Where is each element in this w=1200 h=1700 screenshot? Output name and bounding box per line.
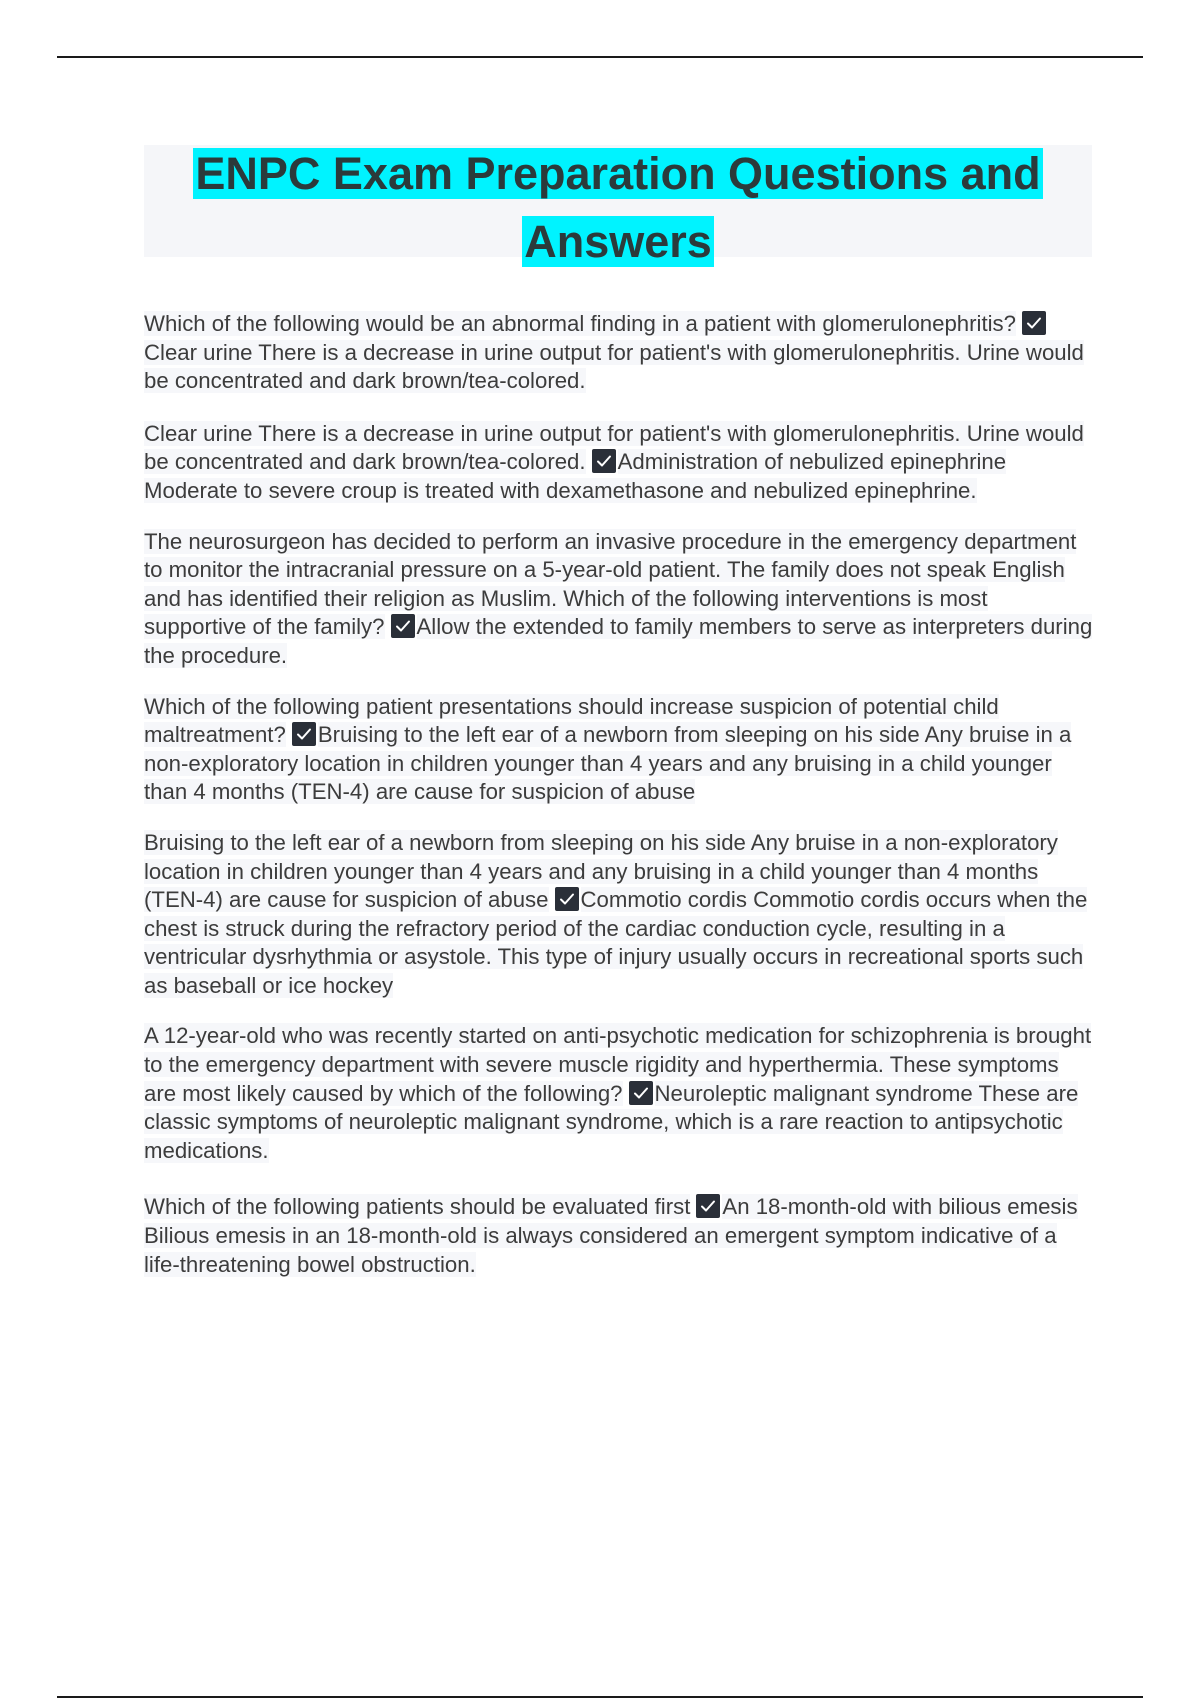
qa-item (144, 1022, 1094, 1165)
qa-item (144, 829, 1094, 1001)
top-rule (57, 56, 1143, 58)
qa-item (144, 420, 1094, 506)
answer-text: Commotio cordis Commotio cordis occurs when the chest is struck during the refractory period of the cardiac conduction cycle, resulting in a ventricular dysrhythmia or asystole. This type of injury usually occurs in recreational sports such as baseball or ice hockey (144, 887, 1088, 998)
question-text: Bruising to the left ear of a newborn from sleeping on his side Any bruise in a non-exploratory location in children younger than 4 years and any bruising in a child younger than 4 months (TEN-4) are cause for suspicion of abuse (144, 829, 1058, 913)
check-box-icon (555, 887, 579, 911)
question-text: A 12-year-old who was recently started on anti-psychotic medication for schizophrenia is brought to the emergency department with severe muscle rigidity and hyperthermia. These symptoms are most likely caused by which of the following? (144, 1023, 1092, 1106)
answer-text: Neuroleptic malignant syndrome These are classic symptoms of neuroleptic malignant syndrome, which is a rare reaction to antipsychotic medications. (144, 1080, 1079, 1163)
check-box-icon (292, 722, 316, 746)
qa-list (144, 310, 1094, 1304)
qa-item (144, 693, 1094, 807)
check-box-icon (1022, 311, 1046, 335)
check-box-icon (696, 1194, 720, 1218)
question-text: Which of the following would be an abnormal finding in a patient with glomerulonephritis? (144, 311, 1016, 336)
check-box-icon (391, 614, 415, 638)
answer-text: Bruising to the left ear of a newborn from sleeping on his side Any bruise in a non-exploratory location in children younger than 4 years and any bruising in a child younger than 4 months (TEN-4) are cause for suspicion of abuse (144, 722, 1072, 805)
answer-text: An 18-month-old with bilious emesis Bilious emesis in an 18-month-old is always considered an emergent symptom indicative of a life-threatening bowel obstruction. (144, 1194, 1078, 1277)
answer-text: Administration of nebulized epinephrine Moderate to severe croup is treated with dexamethasone and nebulized epinephrine. (144, 449, 1007, 503)
question-text: Which of the following patients should be evaluated first (144, 1194, 691, 1220)
qa-item (144, 310, 1094, 396)
question-text: The neurosurgeon has decided to perform an invasive procedure in the emergency department to monitor the intracranial pressure on a 5-year-old patient. The family does not speak English and has identified their religion as Muslim. Which of the following interventions is most supportive of the family? (144, 528, 1077, 640)
qa-item (144, 1193, 1094, 1279)
question-text: Clear urine There is a decrease in urine output for patient's with glomerulonephritis. Urine would be concentrated and dark brown/tea-colored. (144, 420, 1084, 475)
answer-text: Clear urine There is a decrease in urine output for patient's with glomerulonephritis. Urine would be concentrated and dark brown/tea-colored. (144, 339, 1084, 394)
qa-item (144, 528, 1094, 671)
question-text: Which of the following patient presentations should increase suspicion of potential child maltreatment? (144, 693, 999, 748)
bottom-rule (57, 1696, 1143, 1698)
answer-text: Allow the extended to family members to serve as interpreters during the procedure. (144, 614, 1093, 668)
check-box-icon (629, 1081, 653, 1105)
title-block (144, 145, 1092, 267)
check-box-icon (592, 449, 616, 473)
page-title: ENPC Exam Preparation Questions and Answers (195, 148, 1041, 267)
